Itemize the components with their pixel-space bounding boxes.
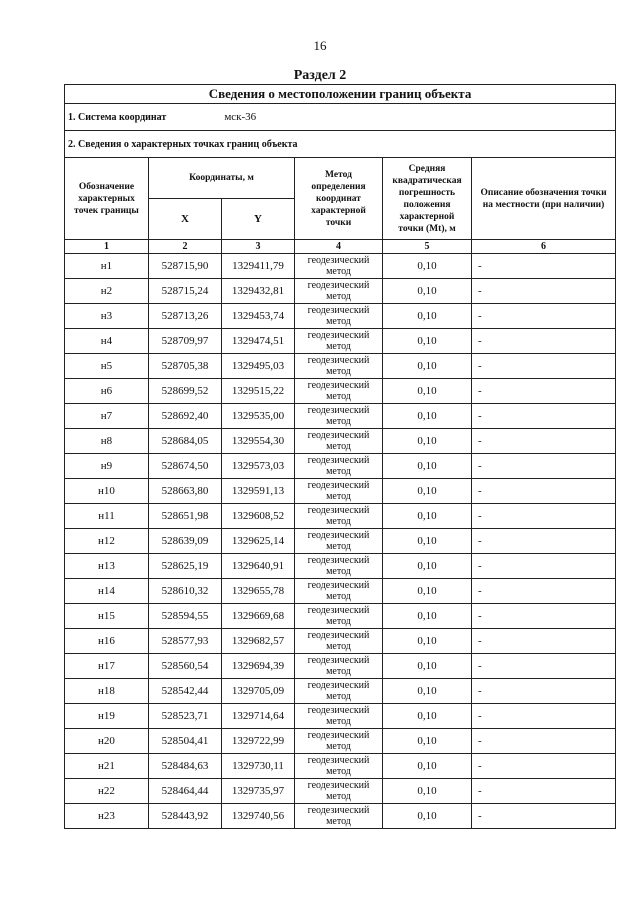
accuracy-cell: 0,10 (383, 804, 472, 829)
accuracy-cell: 0,10 (383, 529, 472, 554)
table-row (65, 779, 616, 804)
accuracy-cell: 0,10 (383, 704, 472, 729)
method-cell: геодезический метод (295, 329, 383, 354)
x-coordinate-cell: 528464,44 (149, 779, 222, 804)
y-coordinate-cell: 1329453,74 (222, 304, 295, 329)
description-cell: - (472, 454, 616, 479)
point-id-cell: н3 (65, 304, 149, 329)
point-id-cell: н12 (65, 529, 149, 554)
description-cell: - (472, 554, 616, 579)
section-title: Раздел 2 (293, 68, 347, 83)
method-cell: геодезический метод (295, 554, 383, 579)
description-cell: - (472, 329, 616, 354)
description-cell: - (472, 504, 616, 529)
table-row (65, 629, 616, 654)
column-number: 3 (222, 240, 295, 254)
column-number: 2 (149, 240, 222, 254)
y-coordinate-cell: 1329515,22 (222, 379, 295, 404)
description-cell: - (472, 804, 616, 829)
description-cell: - (472, 729, 616, 754)
description-cell: - (472, 579, 616, 604)
x-coordinate-cell: 528699,52 (149, 379, 222, 404)
table-row (65, 754, 616, 779)
method-cell: геодезический метод (295, 804, 383, 829)
point-id-cell: н11 (65, 504, 149, 529)
method-cell: геодезический метод (295, 304, 383, 329)
y-coordinate-cell: 1329735,97 (222, 779, 295, 804)
x-coordinate-cell: 528663,80 (149, 479, 222, 504)
point-id-cell: н1 (65, 254, 149, 279)
point-id-cell: н2 (65, 279, 149, 304)
accuracy-cell: 0,10 (383, 279, 472, 304)
column-number: 6 (472, 240, 616, 254)
method-cell: геодезический метод (295, 279, 383, 304)
description-cell: - (472, 304, 616, 329)
table-row (65, 529, 616, 554)
y-coordinate-cell: 1329411,79 (222, 254, 295, 279)
point-id-cell: н15 (65, 604, 149, 629)
x-coordinate-cell: 528692,40 (149, 404, 222, 429)
y-coordinate-cell: 1329714,64 (222, 704, 295, 729)
point-id-cell: н20 (65, 729, 149, 754)
coordinate-system-cell (65, 104, 616, 131)
method-cell: геодезический метод (295, 504, 383, 529)
method-cell: геодезический метод (295, 629, 383, 654)
table-row (65, 404, 616, 429)
x-coordinate-cell: 528639,09 (149, 529, 222, 554)
header-y: Y (222, 199, 295, 240)
table-row (65, 379, 616, 404)
description-cell: - (472, 279, 616, 304)
header-x: X (149, 199, 222, 240)
method-cell: геодезический метод (295, 429, 383, 454)
x-coordinate-cell: 528705,38 (149, 354, 222, 379)
accuracy-cell: 0,10 (383, 754, 472, 779)
point-id-cell: н13 (65, 554, 149, 579)
point-id-cell: н8 (65, 429, 149, 454)
y-coordinate-cell: 1329573,03 (222, 454, 295, 479)
description-cell: - (472, 754, 616, 779)
x-coordinate-cell: 528610,32 (149, 579, 222, 604)
accuracy-cell: 0,10 (383, 729, 472, 754)
table-row (65, 304, 616, 329)
method-cell: геодезический метод (295, 754, 383, 779)
x-coordinate-cell: 528443,92 (149, 804, 222, 829)
description-cell: - (472, 629, 616, 654)
accuracy-cell: 0,10 (383, 679, 472, 704)
x-coordinate-cell: 528577,93 (149, 629, 222, 654)
table-row (65, 804, 616, 829)
accuracy-cell: 0,10 (383, 254, 472, 279)
table-row (65, 604, 616, 629)
accuracy-cell: 0,10 (383, 429, 472, 454)
y-coordinate-cell: 1329591,13 (222, 479, 295, 504)
description-cell: - (472, 379, 616, 404)
x-coordinate-cell: 528709,97 (149, 329, 222, 354)
y-coordinate-cell: 1329608,52 (222, 504, 295, 529)
method-cell: геодезический метод (295, 379, 383, 404)
point-id-cell: н18 (65, 679, 149, 704)
accuracy-cell: 0,10 (383, 779, 472, 804)
table-row (65, 429, 616, 454)
method-cell: геодезический метод (295, 779, 383, 804)
column-number: 5 (383, 240, 472, 254)
description-cell: - (472, 254, 616, 279)
table-row (65, 354, 616, 379)
accuracy-cell: 0,10 (383, 604, 472, 629)
header-description: Описание обозначения точки на местности (при наличии) (472, 158, 616, 240)
column-number: 4 (295, 240, 383, 254)
method-cell: геодезический метод (295, 579, 383, 604)
y-coordinate-cell: 1329705,09 (222, 679, 295, 704)
accuracy-cell: 0,10 (383, 304, 472, 329)
method-cell: геодезический метод (295, 704, 383, 729)
coordinate-system-value: мск-36 (224, 111, 257, 123)
description-cell: - (472, 604, 616, 629)
description-cell: - (472, 654, 616, 679)
point-id-cell: н7 (65, 404, 149, 429)
accuracy-cell: 0,10 (383, 404, 472, 429)
table-row (65, 554, 616, 579)
points-heading: 2. Сведения о характерных точках границ объекта (65, 131, 616, 158)
description-cell: - (472, 354, 616, 379)
point-id-cell: н17 (65, 654, 149, 679)
accuracy-cell: 0,10 (383, 504, 472, 529)
x-coordinate-cell: 528625,19 (149, 554, 222, 579)
y-coordinate-cell: 1329694,39 (222, 654, 295, 679)
table-row (65, 479, 616, 504)
y-coordinate-cell: 1329730,11 (222, 754, 295, 779)
method-cell: геодезический метод (295, 729, 383, 754)
x-coordinate-cell: 528713,26 (149, 304, 222, 329)
method-cell: геодезический метод (295, 679, 383, 704)
point-id-cell: н6 (65, 379, 149, 404)
point-id-cell: н9 (65, 454, 149, 479)
x-coordinate-cell: 528684,05 (149, 429, 222, 454)
description-cell: - (472, 479, 616, 504)
y-coordinate-cell: 1329669,68 (222, 604, 295, 629)
table-row (65, 704, 616, 729)
table-row (65, 254, 616, 279)
x-coordinate-cell: 528542,44 (149, 679, 222, 704)
y-coordinate-cell: 1329740,56 (222, 804, 295, 829)
coordinate-system-label: 1. Система координат (68, 112, 167, 123)
description-cell: - (472, 429, 616, 454)
x-coordinate-cell: 528560,54 (149, 654, 222, 679)
point-id-cell: н19 (65, 704, 149, 729)
table-row (65, 679, 616, 704)
y-coordinate-cell: 1329432,81 (222, 279, 295, 304)
method-cell: геодезический метод (295, 404, 383, 429)
description-cell: - (472, 779, 616, 804)
header-accuracy: Средняя квадратическая погрешность положения характерной точки (Mt), м (383, 158, 472, 240)
accuracy-cell: 0,10 (383, 454, 472, 479)
boundary-points-table (64, 84, 616, 829)
point-id-cell: н22 (65, 779, 149, 804)
table-row (65, 504, 616, 529)
method-cell: геодезический метод (295, 354, 383, 379)
y-coordinate-cell: 1329640,91 (222, 554, 295, 579)
accuracy-cell: 0,10 (383, 379, 472, 404)
x-coordinate-cell: 528523,71 (149, 704, 222, 729)
method-cell: геодезический метод (295, 254, 383, 279)
table-row (65, 279, 616, 304)
method-cell: геодезический метод (295, 604, 383, 629)
y-coordinate-cell: 1329495,03 (222, 354, 295, 379)
table-row (65, 654, 616, 679)
accuracy-cell: 0,10 (383, 554, 472, 579)
point-id-cell: н10 (65, 479, 149, 504)
y-coordinate-cell: 1329535,00 (222, 404, 295, 429)
x-coordinate-cell: 528504,41 (149, 729, 222, 754)
x-coordinate-cell: 528674,50 (149, 454, 222, 479)
table-title: Сведения о местоположении границ объекта (65, 85, 616, 104)
y-coordinate-cell: 1329474,51 (222, 329, 295, 354)
y-coordinate-cell: 1329554,30 (222, 429, 295, 454)
table-row (65, 454, 616, 479)
y-coordinate-cell: 1329625,14 (222, 529, 295, 554)
point-id-cell: н5 (65, 354, 149, 379)
accuracy-cell: 0,10 (383, 629, 472, 654)
x-coordinate-cell: 528715,24 (149, 279, 222, 304)
description-cell: - (472, 704, 616, 729)
header-coordinates: Координаты, м (149, 158, 295, 199)
point-id-cell: н16 (65, 629, 149, 654)
x-coordinate-cell: 528651,98 (149, 504, 222, 529)
accuracy-cell: 0,10 (383, 354, 472, 379)
table-row (65, 329, 616, 354)
accuracy-cell: 0,10 (383, 479, 472, 504)
point-id-cell: н23 (65, 804, 149, 829)
description-cell: - (472, 404, 616, 429)
column-number: 1 (65, 240, 149, 254)
header-method: Метод определения координат характерной точки (295, 158, 383, 240)
y-coordinate-cell: 1329722,99 (222, 729, 295, 754)
description-cell: - (472, 529, 616, 554)
table-row (65, 729, 616, 754)
accuracy-cell: 0,10 (383, 329, 472, 354)
accuracy-cell: 0,10 (383, 654, 472, 679)
point-id-cell: н21 (65, 754, 149, 779)
method-cell: геодезический метод (295, 454, 383, 479)
point-id-cell: н14 (65, 579, 149, 604)
accuracy-cell: 0,10 (383, 579, 472, 604)
method-cell: геодезический метод (295, 654, 383, 679)
method-cell: геодезический метод (295, 479, 383, 504)
x-coordinate-cell: 528594,55 (149, 604, 222, 629)
point-id-cell: н4 (65, 329, 149, 354)
method-cell: геодезический метод (295, 529, 383, 554)
x-coordinate-cell: 528484,63 (149, 754, 222, 779)
description-cell: - (472, 679, 616, 704)
header-designation: Обозначение характерных точек границы (65, 158, 149, 240)
y-coordinate-cell: 1329682,57 (222, 629, 295, 654)
page-number: 16 (313, 38, 327, 53)
table-row (65, 579, 616, 604)
x-coordinate-cell: 528715,90 (149, 254, 222, 279)
column-numbers-row (65, 240, 616, 254)
y-coordinate-cell: 1329655,78 (222, 579, 295, 604)
